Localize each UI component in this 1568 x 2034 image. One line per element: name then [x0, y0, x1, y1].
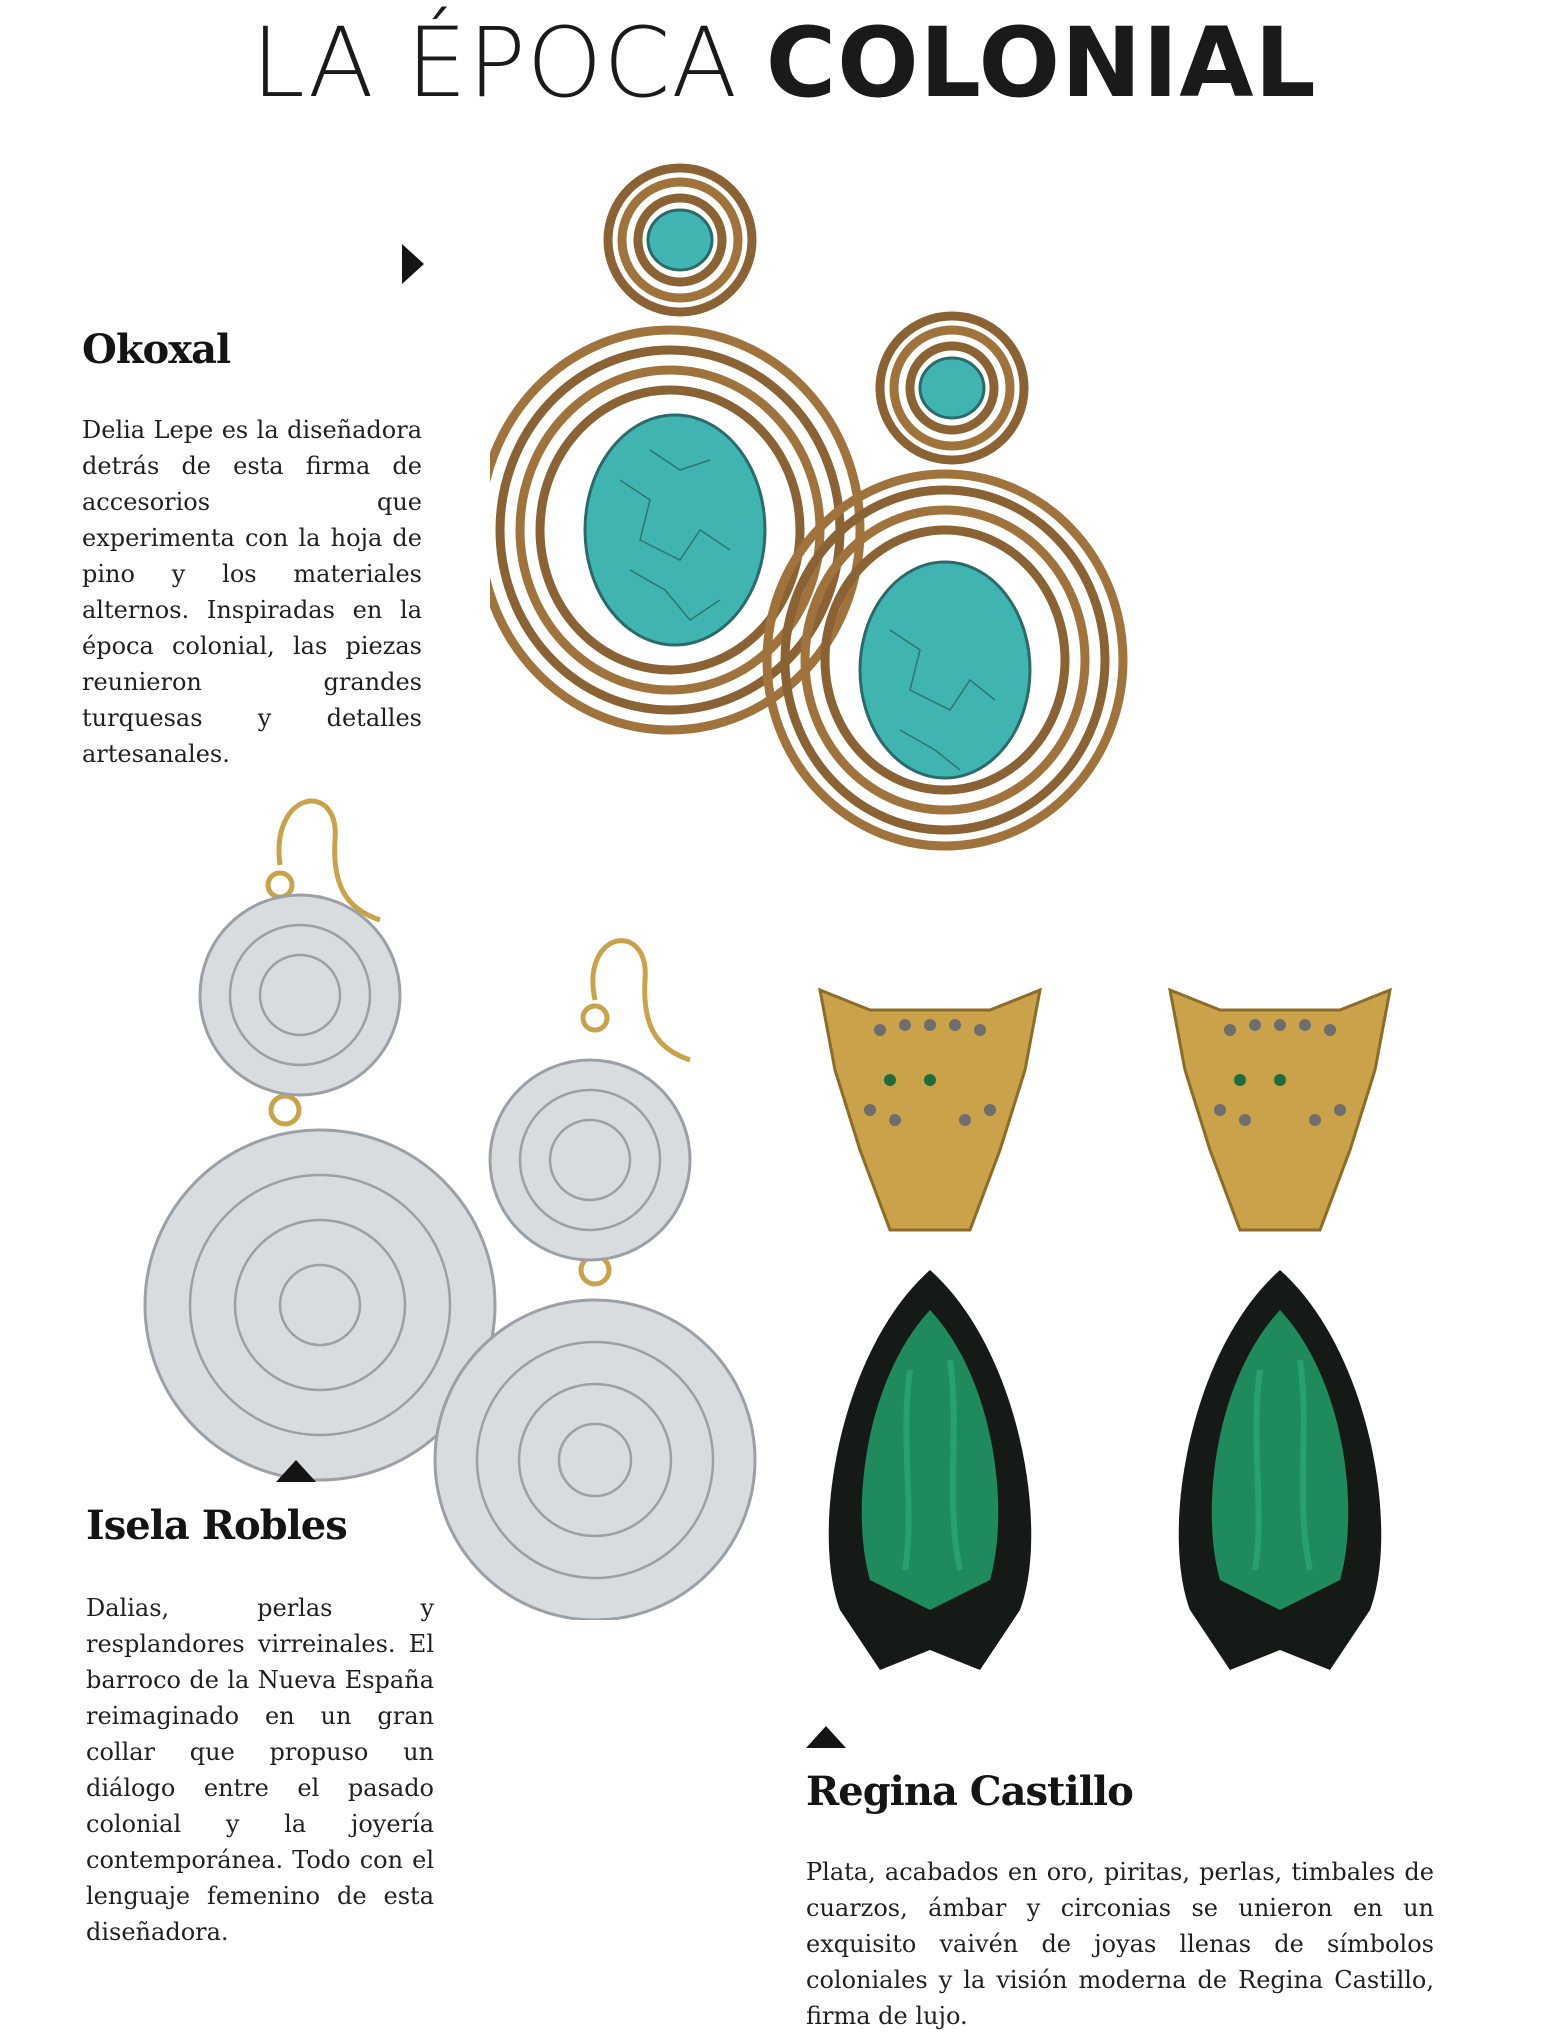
arrow-up-icon — [276, 1460, 316, 1482]
isela-earrings-image — [120, 770, 780, 1620]
arrow-up-icon — [806, 1726, 846, 1748]
section-heading-isela: Isela Robles — [86, 1502, 347, 1549]
page-title-light: LA ÉPOCA — [251, 7, 739, 119]
regina-earrings-image — [800, 970, 1450, 1710]
section-text-regina: Plata, acabados en oro, piritas, perlas, timbales de cuarzos, ámbar y circonias se unieron en un exquisito vaivén de joyas llenas de símbolos coloniales y la visión moderna de Regina Castillo, firma de lujo. — [806, 1858, 1434, 2030]
okoxal-earrings-image — [490, 150, 1130, 870]
section-heading-okoxal: Okoxal — [82, 326, 231, 373]
page-title-bold: COLONIAL — [765, 7, 1317, 119]
section-heading-regina: Regina Castillo — [806, 1768, 1133, 1815]
arrow-right-icon — [402, 244, 424, 284]
section-text-okoxal: Delia Lepe es la diseñadora detrás de esta firma de accesorios que experimenta con la hoja de pino y los materiales alternos. Inspiradas en la época colonial, las piezas reunieron grandes turquesas y detalles artesanales. — [82, 416, 422, 768]
section-text-isela: Dalias, perlas y resplandores virreinales. El barroco de la Nueva España reimaginado en un gran collar que propuso un diálogo entre el pasado colonial y la joyería contemporánea. Todo con el lenguaje femenino de esta diseñadora. — [86, 1594, 434, 1946]
page-title — [0, 8, 1568, 119]
